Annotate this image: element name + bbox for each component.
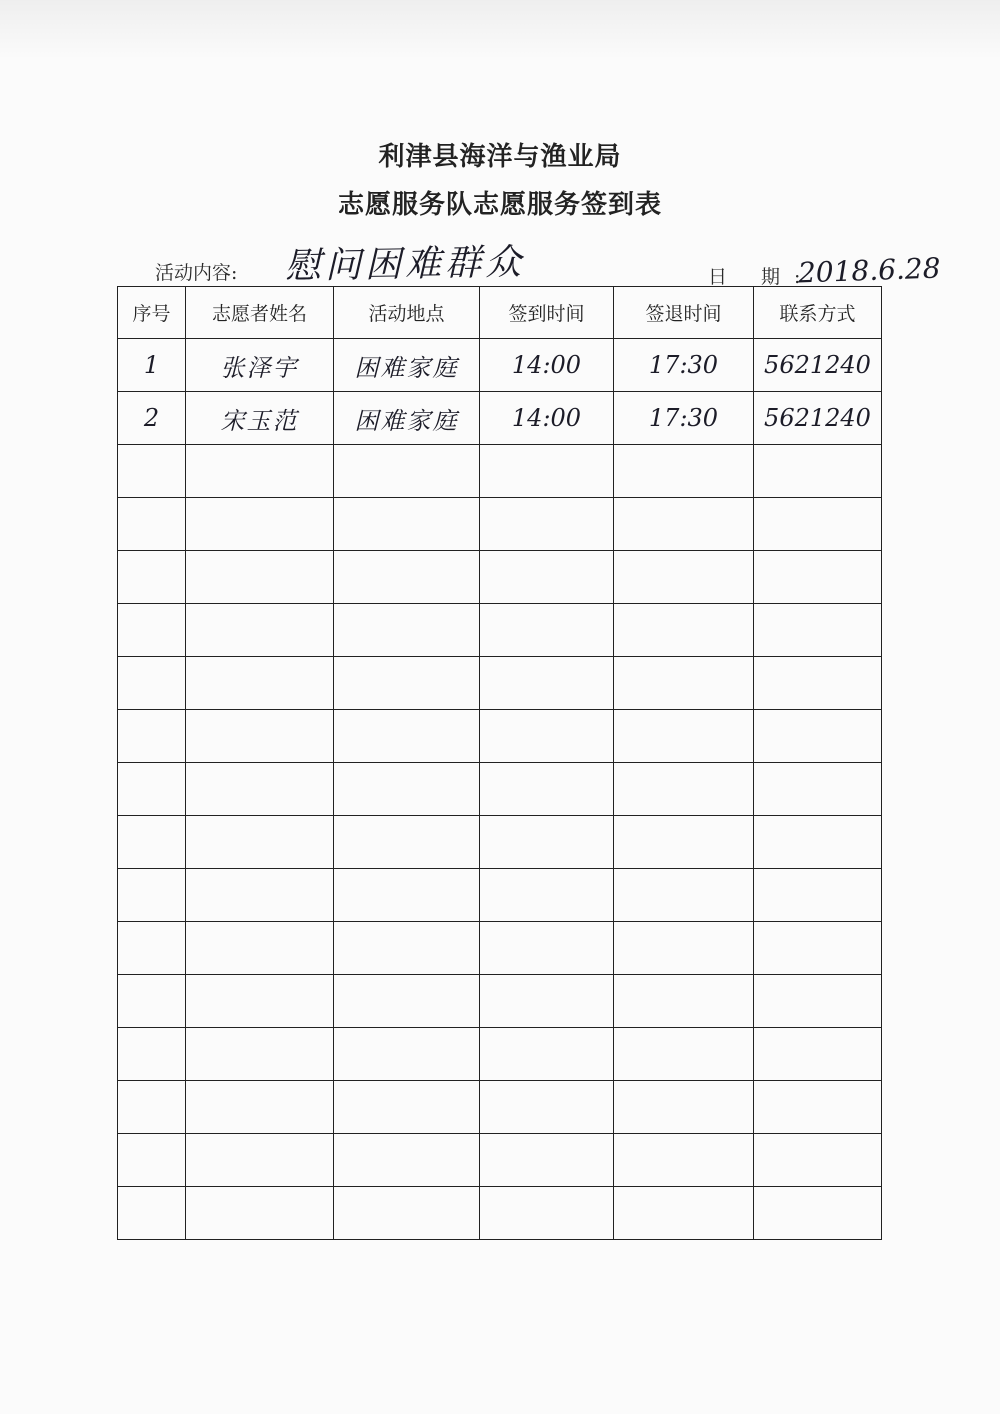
cell-serial	[118, 922, 186, 975]
table-row	[118, 975, 882, 1028]
page-title: 利津县海洋与渔业局	[378, 142, 622, 172]
cell-checkin-time	[480, 763, 614, 816]
cell-checkin-time	[480, 869, 614, 922]
cell-checkin-time	[480, 604, 614, 657]
table-row	[118, 604, 882, 657]
cell-location	[334, 551, 480, 604]
activity-label: 活动内容:	[155, 262, 238, 284]
cell-volunteer-name	[186, 1081, 334, 1134]
cell-location	[334, 657, 480, 710]
cell-checkout-time	[614, 498, 754, 551]
cell-location	[334, 1081, 480, 1134]
cell-checkin-time	[480, 1028, 614, 1081]
cell-serial	[118, 551, 186, 604]
cell-contact	[754, 1081, 882, 1134]
header-checkin-time: 签到时间	[480, 287, 614, 339]
cell-serial	[118, 816, 186, 869]
cell-contact: 5621240	[754, 339, 882, 392]
cell-contact: 5621240	[754, 392, 882, 445]
cell-volunteer-name	[186, 763, 334, 816]
cell-checkout-time	[614, 763, 754, 816]
table-row	[118, 445, 882, 498]
header-serial: 序号	[118, 287, 186, 339]
cell-volunteer-name	[186, 445, 334, 498]
cell-serial: 1	[118, 339, 186, 392]
table-row	[118, 922, 882, 975]
cell-checkout-time	[614, 710, 754, 763]
cell-location	[334, 1028, 480, 1081]
cell-contact	[754, 551, 882, 604]
cell-contact	[754, 1134, 882, 1187]
page-subtitle: 志愿服务队志愿服务签到表	[337, 190, 662, 220]
cell-location	[334, 604, 480, 657]
cell-checkout-time	[614, 816, 754, 869]
cell-checkout-time	[614, 604, 754, 657]
cell-location	[334, 869, 480, 922]
cell-serial	[118, 1134, 186, 1187]
table-row	[118, 551, 882, 604]
cell-location	[334, 498, 480, 551]
cell-checkin-time	[480, 551, 614, 604]
cell-volunteer-name: 张泽宇	[186, 339, 334, 392]
cell-contact	[754, 816, 882, 869]
cell-location: 困难家庭	[334, 339, 480, 392]
cell-location	[334, 1134, 480, 1187]
table-row	[118, 869, 882, 922]
table-row	[118, 816, 882, 869]
table-row	[118, 1187, 882, 1240]
cell-checkout-time	[614, 551, 754, 604]
cell-serial	[118, 445, 186, 498]
cell-location: 困难家庭	[334, 392, 480, 445]
cell-checkin-time	[480, 710, 614, 763]
table-row	[118, 392, 882, 445]
cell-checkout-time	[614, 1081, 754, 1134]
cell-serial: 2	[118, 392, 186, 445]
cell-location	[334, 975, 480, 1028]
activity-value: 慰问困难群众	[284, 241, 526, 288]
cell-serial	[118, 1028, 186, 1081]
cell-volunteer-name	[186, 551, 334, 604]
cell-serial	[118, 1081, 186, 1134]
cell-location	[334, 922, 480, 975]
date-label: 日 期:	[708, 266, 815, 288]
signin-table	[117, 286, 882, 1240]
table-row	[118, 339, 882, 392]
cell-volunteer-name	[186, 816, 334, 869]
cell-volunteer-name	[186, 657, 334, 710]
cell-serial	[118, 1187, 186, 1240]
cell-volunteer-name	[186, 975, 334, 1028]
table-row	[118, 1028, 882, 1081]
header-contact: 联系方式	[754, 287, 882, 339]
cell-contact	[754, 445, 882, 498]
cell-volunteer-name	[186, 922, 334, 975]
cell-location	[334, 710, 480, 763]
cell-serial	[118, 975, 186, 1028]
header-volunteer-name: 志愿者姓名	[186, 287, 334, 339]
cell-checkout-time	[614, 869, 754, 922]
cell-contact	[754, 869, 882, 922]
cell-contact	[754, 922, 882, 975]
cell-contact	[754, 763, 882, 816]
cell-checkin-time	[480, 445, 614, 498]
cell-checkout-time	[614, 922, 754, 975]
cell-checkout-time	[614, 657, 754, 710]
cell-volunteer-name: 宋玉范	[186, 392, 334, 445]
cell-volunteer-name	[186, 498, 334, 551]
cell-volunteer-name	[186, 1028, 334, 1081]
cell-volunteer-name	[186, 1134, 334, 1187]
cell-checkin-time	[480, 657, 614, 710]
table-row	[118, 498, 882, 551]
cell-checkin-time: 14:00	[480, 392, 614, 445]
header-location: 活动地点	[334, 287, 480, 339]
cell-contact	[754, 498, 882, 551]
cell-contact	[754, 975, 882, 1028]
cell-checkout-time	[614, 1028, 754, 1081]
cell-checkout-time	[614, 1134, 754, 1187]
cell-checkin-time	[480, 1134, 614, 1187]
cell-serial	[118, 763, 186, 816]
cell-contact	[754, 1187, 882, 1240]
header-checkout-time: 签退时间	[614, 287, 754, 339]
cell-serial	[118, 657, 186, 710]
table-row	[118, 763, 882, 816]
cell-volunteer-name	[186, 710, 334, 763]
cell-location	[334, 1187, 480, 1240]
cell-volunteer-name	[186, 604, 334, 657]
date-value: 2018.6.28	[797, 251, 942, 290]
table-header-row	[118, 287, 882, 339]
cell-volunteer-name	[186, 869, 334, 922]
cell-checkin-time	[480, 816, 614, 869]
cell-contact	[754, 604, 882, 657]
cell-checkin-time: 14:00	[480, 339, 614, 392]
cell-volunteer-name	[186, 1187, 334, 1240]
cell-location	[334, 816, 480, 869]
table-row	[118, 710, 882, 763]
cell-contact	[754, 657, 882, 710]
cell-checkout-time: 17:30	[614, 392, 754, 445]
cell-serial	[118, 710, 186, 763]
cell-serial	[118, 869, 186, 922]
cell-location	[334, 445, 480, 498]
cell-checkout-time	[614, 1187, 754, 1240]
cell-serial	[118, 498, 186, 551]
cell-checkout-time: 17:30	[614, 339, 754, 392]
cell-checkin-time	[480, 1187, 614, 1240]
table-row	[118, 657, 882, 710]
table-row	[118, 1134, 882, 1187]
cell-checkout-time	[614, 445, 754, 498]
cell-checkin-time	[480, 922, 614, 975]
cell-location	[334, 763, 480, 816]
cell-contact	[754, 710, 882, 763]
cell-contact	[754, 1028, 882, 1081]
cell-checkin-time	[480, 498, 614, 551]
cell-serial	[118, 604, 186, 657]
scan-shadow	[0, 0, 1000, 60]
cell-checkout-time	[614, 975, 754, 1028]
cell-checkin-time	[480, 1081, 614, 1134]
table-row	[118, 1081, 882, 1134]
cell-checkin-time	[480, 975, 614, 1028]
